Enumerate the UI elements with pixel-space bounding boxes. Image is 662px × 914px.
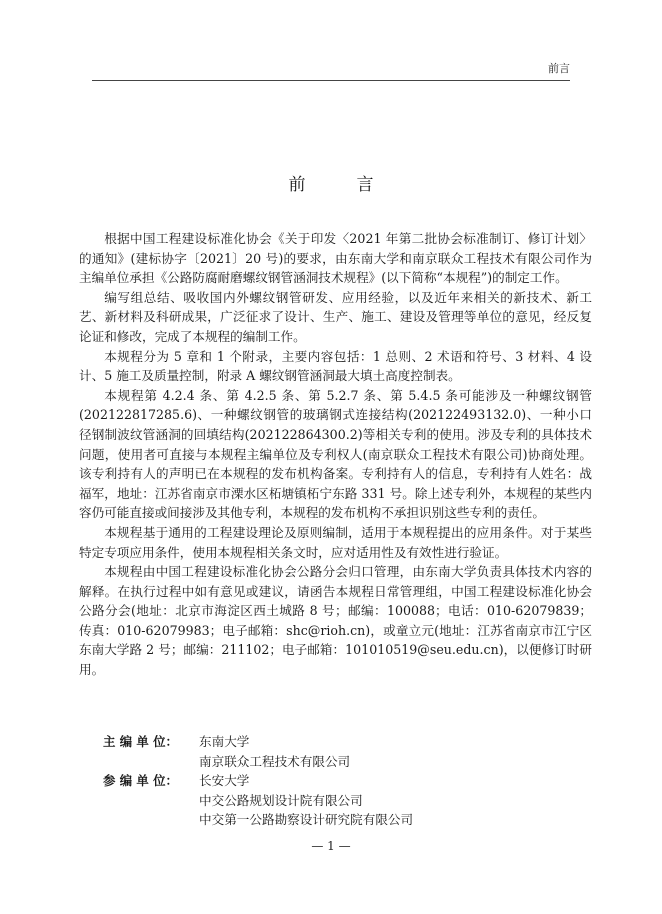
participating-units-names [199, 771, 413, 830]
chief-units [103, 732, 583, 771]
paragraph-management: 本规程由中国工程建设标准化协会公路分会归口管理，由东南大学负责具体技术内容的解释。在执行过程中如有意见或建议，请函告本规程日常管理组，中国工程建设标准化协会公路分会(地址：北京市海淀区西土城路 8 号；邮编：100088；电话：010-62079839；传真：010-62079983；电子邮箱：shc@rioh.cn)，或童立元(地址：江苏省南京市江宁区东南大学路 2 号；邮编：211102；电子邮箱：101010519@seu.edu.cn)，以便修订时研用。 [79, 564, 592, 678]
header-rule [92, 80, 570, 81]
paragraph-origin: 根据中国工程建设标准化协会《关于印发〈2021 年第二批协会标准制订、修订计划〉的通知》(建标协字〔2021〕20 号)的要求，由东南大学和南京联众工程技术有限公司作为主编单位承担《公路防腐耐磨螺纹钢管涵洞技术规程》(以下简称“本规程”)的制定工作。 [79, 231, 592, 286]
participating-unit-item: 中交公路规划设计院有限公司 [199, 792, 363, 808]
page-title: 前言 [288, 175, 425, 195]
chief-units-label: 主 编 单 位： [103, 734, 178, 749]
chief-unit-item: 东南大学 [199, 734, 250, 749]
page-number: — 1 — [311, 839, 351, 853]
participating-unit-item: 长安大学 [199, 773, 250, 789]
paragraph-applicability: 本规程基于通用的工程建设理论及原则编制，适用于本规程提出的应用条件。对于某些特定专项应用条件，使用本规程相关条文时，应对适用性及有效性进行验证。 [79, 524, 592, 560]
running-head: 前言 [548, 62, 570, 75]
participating-unit-item: 中交第一公路勘察设计研究院有限公司 [199, 812, 414, 828]
paragraph-patents: 本规程第 4.2.4 条、第 4.2.5 条、第 5.2.7 条、第 5.4.5 条可能涉及一种螺纹钢管(202122817285.6)、一种螺纹钢管的玻璃钢式连接结构(202122493132.0)、一种小口径钢制波纹管涵洞的回填结构(202122864300.2)等相关专利的使用。涉及专利的具体技术问题，使用者可直接与本规程主编单位及专利权人(南京联众工程技术有限公司)协商处理。该专利持有人的声明已在本规程的发布机构备案。专利持有人的信息，专利持有人姓名：战福军，地址：江苏省南京市溧水区柘塘镇柘宁东路 331 号。除上述专利外，本规程的某些内容仍可能直接或间接涉及其他专利，本规程的发布机构不承担识别这些专利的责任。 [79, 387, 592, 521]
body-text [79, 229, 592, 680]
chief-units-names [199, 732, 350, 771]
paragraph-contents: 本规程分为 5 章和 1 个附录，主要内容包括：1 总则、2 术语和符号、3 材料、4 设计、5 施工及质量控制，附录 A 螺纹钢管涵洞最大填土高度控制表。 [79, 348, 592, 384]
participating-units-label: 参 编 单 位： [103, 773, 178, 789]
paragraph-compilation: 编写组总结、吸收国内外螺纹钢管研发、应用经验，以及近年来相关的新技术、新工艺、新材料及科研成果，广泛征求了设计、生产、施工、建设及管理等单位的意见，经反复论证和修改，完成了本规程的编制工作。 [79, 289, 592, 344]
chief-unit-item: 南京联众工程技术有限公司 [199, 753, 351, 769]
participating-units [103, 771, 583, 830]
units-list [103, 732, 583, 830]
